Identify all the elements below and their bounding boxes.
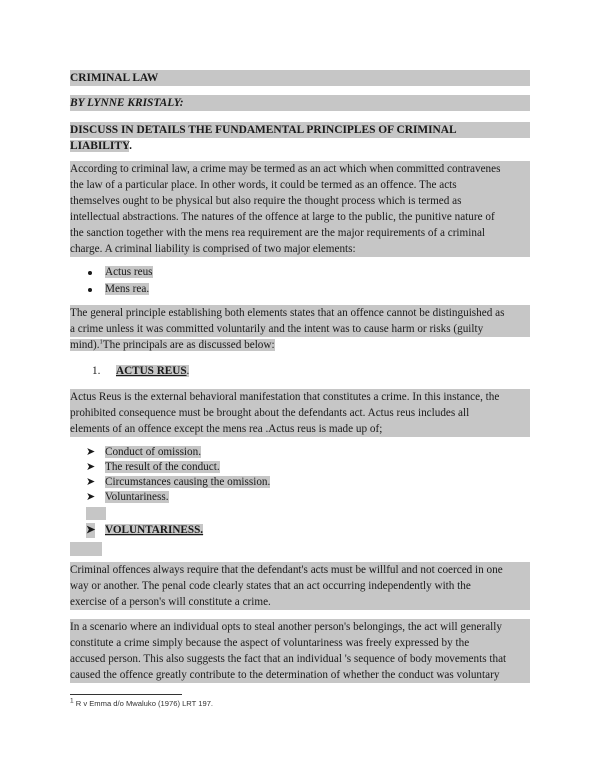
arrowhead-bullet-icon: ➤ xyxy=(86,476,96,488)
element-label-1: Actus reus xyxy=(105,266,153,278)
para1-line-6: charge. A criminal liability is comprised of two major elements: xyxy=(70,241,530,257)
actus-reus-paragraph xyxy=(70,389,530,437)
para2-line-2: a crime unless it was committed voluntarily and the intent was to cause harm or risks (guilty xyxy=(70,321,530,337)
para5-line-2: constitute a crime simply because the aspect of voluntariness was freely expressed by the xyxy=(70,635,530,651)
para3-line-1: Actus Reus is the external behavioral manifestation that constitutes a crime. In this instance, the xyxy=(70,389,530,405)
footnote-mark: 1 xyxy=(70,697,74,705)
para3-line-3: elements of an offence except the mens rea .Actus reus is made up of; xyxy=(70,421,530,437)
para1-line-1: According to criminal law, a crime may be termed as an act which when committed contravenes xyxy=(70,161,530,177)
footnote-reference: 1 xyxy=(99,338,103,346)
footnote-text: R v Emma d/o Mwaluko (1976) LRT 197. xyxy=(73,699,214,708)
byline-block xyxy=(70,95,530,111)
highlight-gap xyxy=(86,507,106,520)
principle-paragraph xyxy=(70,305,530,353)
arrowhead-bullet-icon: ➤ xyxy=(86,491,96,503)
para2-last-a: mind). xyxy=(70,339,100,351)
actus-part-label-3: Circumstances causing the omission. xyxy=(105,476,271,488)
question-line-2-wrap xyxy=(70,138,530,154)
scenario-paragraph xyxy=(70,619,530,683)
element-item-2 xyxy=(105,282,149,297)
arrowhead-bullet-icon: ➤ xyxy=(86,524,96,536)
footnote xyxy=(70,699,213,708)
para1-line-4: intellectual abstractions. The natures of the offence at large to the public, the punitive nature of xyxy=(70,209,530,225)
footnote-separator xyxy=(70,694,182,695)
actus-part-2 xyxy=(105,460,220,475)
para5-line-4: caused the offence greatly contribute to the determination of whether the conduct was voluntary xyxy=(70,667,530,683)
arrowhead-bullet-icon: ➤ xyxy=(86,446,96,458)
actus-part-label-4: Voluntariness. xyxy=(105,491,169,503)
para1-line-5: the sanction together with the mens rea requirement are the major requirements of a criminal xyxy=(70,225,530,241)
voluntariness-paragraph xyxy=(70,562,530,610)
section1-title: ACTUS REUS xyxy=(115,365,187,377)
actus-part-4 xyxy=(105,490,169,505)
para2-line-3 xyxy=(70,337,530,353)
para1-line-3: themselves ought to be physical but also require the thought process which is termed as xyxy=(70,193,530,209)
para2-last-b: The principals are as discussed below: xyxy=(102,339,275,351)
actus-part-3 xyxy=(105,475,270,490)
para4-line-1: Criminal offences always require that the defendant's acts must be willful and not coerced in one xyxy=(70,562,530,578)
para5-line-1: In a scenario where an individual opts to steal another person's belongings, the act will generally xyxy=(70,619,530,635)
element-item-1 xyxy=(105,265,153,280)
section1-number: 1. xyxy=(92,365,101,377)
highlight-gap xyxy=(70,542,102,556)
para5-line-3: accused person. This also suggests the fact that an individual 's sequence of body movements that xyxy=(70,651,530,667)
actus-part-label-2: The result of the conduct. xyxy=(105,461,220,473)
section2-title: VOLUNTARINESS. xyxy=(105,524,204,536)
document-title: CRIMINAL LAW xyxy=(70,70,530,86)
bullet-dot-icon xyxy=(88,271,92,275)
intro-paragraph xyxy=(70,161,530,257)
question-heading xyxy=(70,122,530,154)
element-label-2: Mens rea. xyxy=(105,283,150,295)
bullet-dot-icon xyxy=(88,288,92,292)
title-block xyxy=(70,70,530,86)
arrowhead-bullet-icon: ➤ xyxy=(86,461,96,473)
para3-line-2: prohibited consequence must be brought about the defendants act. Actus reus includes all xyxy=(70,405,530,421)
para4-line-2: way or another. The penal code clearly states that an act occurring independently with the xyxy=(70,578,530,594)
section-voluntariness-heading xyxy=(105,523,203,538)
section-actus-reus-heading xyxy=(92,364,189,379)
para2-line-1: The general principle establishing both elements states that an offence cannot be distinguished as xyxy=(70,305,530,321)
para1-line-2: the law of a particular place. In other words, it could be termed as an offence. The acts xyxy=(70,177,530,193)
question-line-2: LIABILITY xyxy=(70,140,130,152)
question-line-1: DISCUSS IN DETAILS THE FUNDAMENTAL PRINCIPLES OF CRIMINAL xyxy=(70,122,530,138)
para4-line-3: exercise of a person's will constitute a crime. xyxy=(70,594,530,610)
actus-part-1 xyxy=(105,445,201,460)
section1-tail: . xyxy=(186,365,190,377)
question-tail: . xyxy=(129,140,132,152)
actus-part-label-1: Conduct of omission. xyxy=(105,446,202,458)
author-byline: BY LYNNE KRISTALY: xyxy=(70,95,530,111)
